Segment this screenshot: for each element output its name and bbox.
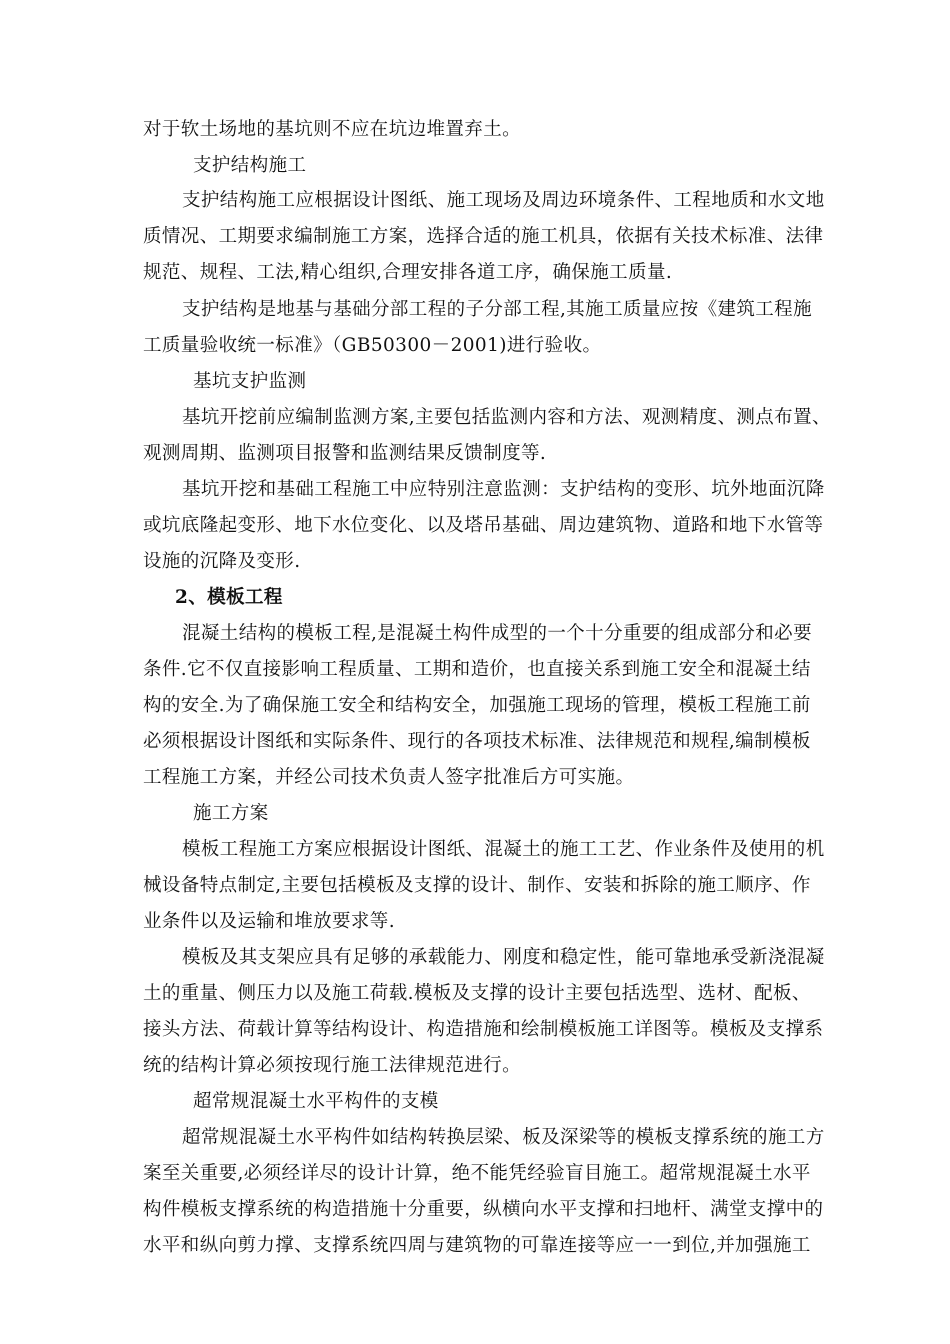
paragraph-line: 基坑开挖前应编制监测方案,主要包括监测内容和方法、观测精度、测点布置、 [182, 407, 831, 428]
text-line-continuation: 对于软土场地的基坑则不应在坑边堆置弃土。 [143, 119, 522, 140]
paragraph-line: 工程施工方案，并经公司技术负责人签字批准后方可实施。 [143, 767, 635, 788]
subsection-title-pit-monitoring: 基坑支护监测 [193, 371, 307, 392]
paragraph-line: 质情况、工期要求编制施工方案，选择合适的施工机具，依据有关技术标准、法律 [143, 226, 824, 247]
paragraph-line: 或坑底隆起变形、地下水位变化、以及塔吊基础、周边建筑物、道路和地下水管等 [143, 515, 824, 536]
paragraph-line: 必须根据设计图纸和实际条件、现行的各项技术标准、法律规范和规程,编制模板 [143, 731, 811, 752]
paragraph-line: 业条件以及运输和堆放要求等. [143, 911, 395, 932]
section-heading-formwork: 2、模板工程 [175, 587, 283, 608]
paragraph-line: 观测周期、监测项目报警和监测结果反馈制度等. [143, 443, 547, 464]
paragraph-line: 条件.它不仅直接影响工程质量、工期和造价，也直接关系到施工安全和混凝土结 [143, 659, 811, 680]
paragraph-line: 械设备特点制定,主要包括模板及支撑的设计、制作、安装和拆除的施工顺序、作 [143, 875, 811, 896]
paragraph-line: 工质量验收统一标准》（GB50300－2001)进行验收。 [143, 335, 602, 356]
subsection-title-construction-plan: 施工方案 [193, 803, 269, 824]
paragraph-line: 支护结构是地基与基础分部工程的子分部工程,其施工质量应按《建筑工程施 [182, 299, 812, 320]
paragraph-line: 接头方法、荷载计算等结构设计、构造措施和绘制模板施工详图等。模板及支撑系 [143, 1019, 824, 1040]
paragraph-line: 案至关重要,必须经详尽的设计计算，绝不能凭经验盲目施工。超常规混凝土水平 [143, 1163, 811, 1184]
subsection-title-support-construction: 支护结构施工 [193, 155, 307, 176]
paragraph-line: 土的重量、侧压力以及施工荷载.模板及支撑的设计主要包括选型、选材、配板、 [143, 983, 811, 1004]
paragraph-line: 基坑开挖和基础工程施工中应特别注意监测：支护结构的变形、坑外地面沉降 [182, 479, 825, 500]
paragraph-line: 水平和纵向剪力撑、支撑系统四周与建筑物的可靠连接等应一一到位,并加强施工 [143, 1235, 811, 1256]
paragraph-line: 混凝土结构的模板工程,是混凝土构件成型的一个十分重要的组成部分和必要 [182, 623, 812, 644]
paragraph-line: 构的安全.为了确保施工安全和结构安全，加强施工现场的管理，模板工程施工前 [143, 695, 811, 716]
paragraph-line: 支护结构施工应根据设计图纸、施工现场及周边环境条件、工程地质和水文地 [182, 190, 825, 211]
subsection-title-unconventional-formwork: 超常规混凝土水平构件的支模 [193, 1091, 439, 1112]
paragraph-line: 构件模板支撑系统的构造措施十分重要，纵横向水平支撑和扫地杆、满堂支撑中的 [143, 1199, 824, 1220]
paragraph-line: 超常规混凝土水平构件如结构转换层梁、板及深梁等的模板支撑系统的施工方 [182, 1127, 825, 1148]
paragraph-line: 统的结构计算必须按现行施工法律规范进行。 [143, 1055, 522, 1076]
paragraph-line: 模板及其支架应具有足够的承载能力、刚度和稳定性，能可靠地承受新浇混凝 [182, 947, 825, 968]
paragraph-line: 规范、规程、工法,精心组织,合理安排各道工序，确保施工质量. [143, 262, 673, 283]
paragraph-line: 设施的沉降及变形. [143, 551, 301, 572]
paragraph-line: 模板工程施工方案应根据设计图纸、混凝土的施工工艺、作业条件及使用的机 [182, 839, 825, 860]
